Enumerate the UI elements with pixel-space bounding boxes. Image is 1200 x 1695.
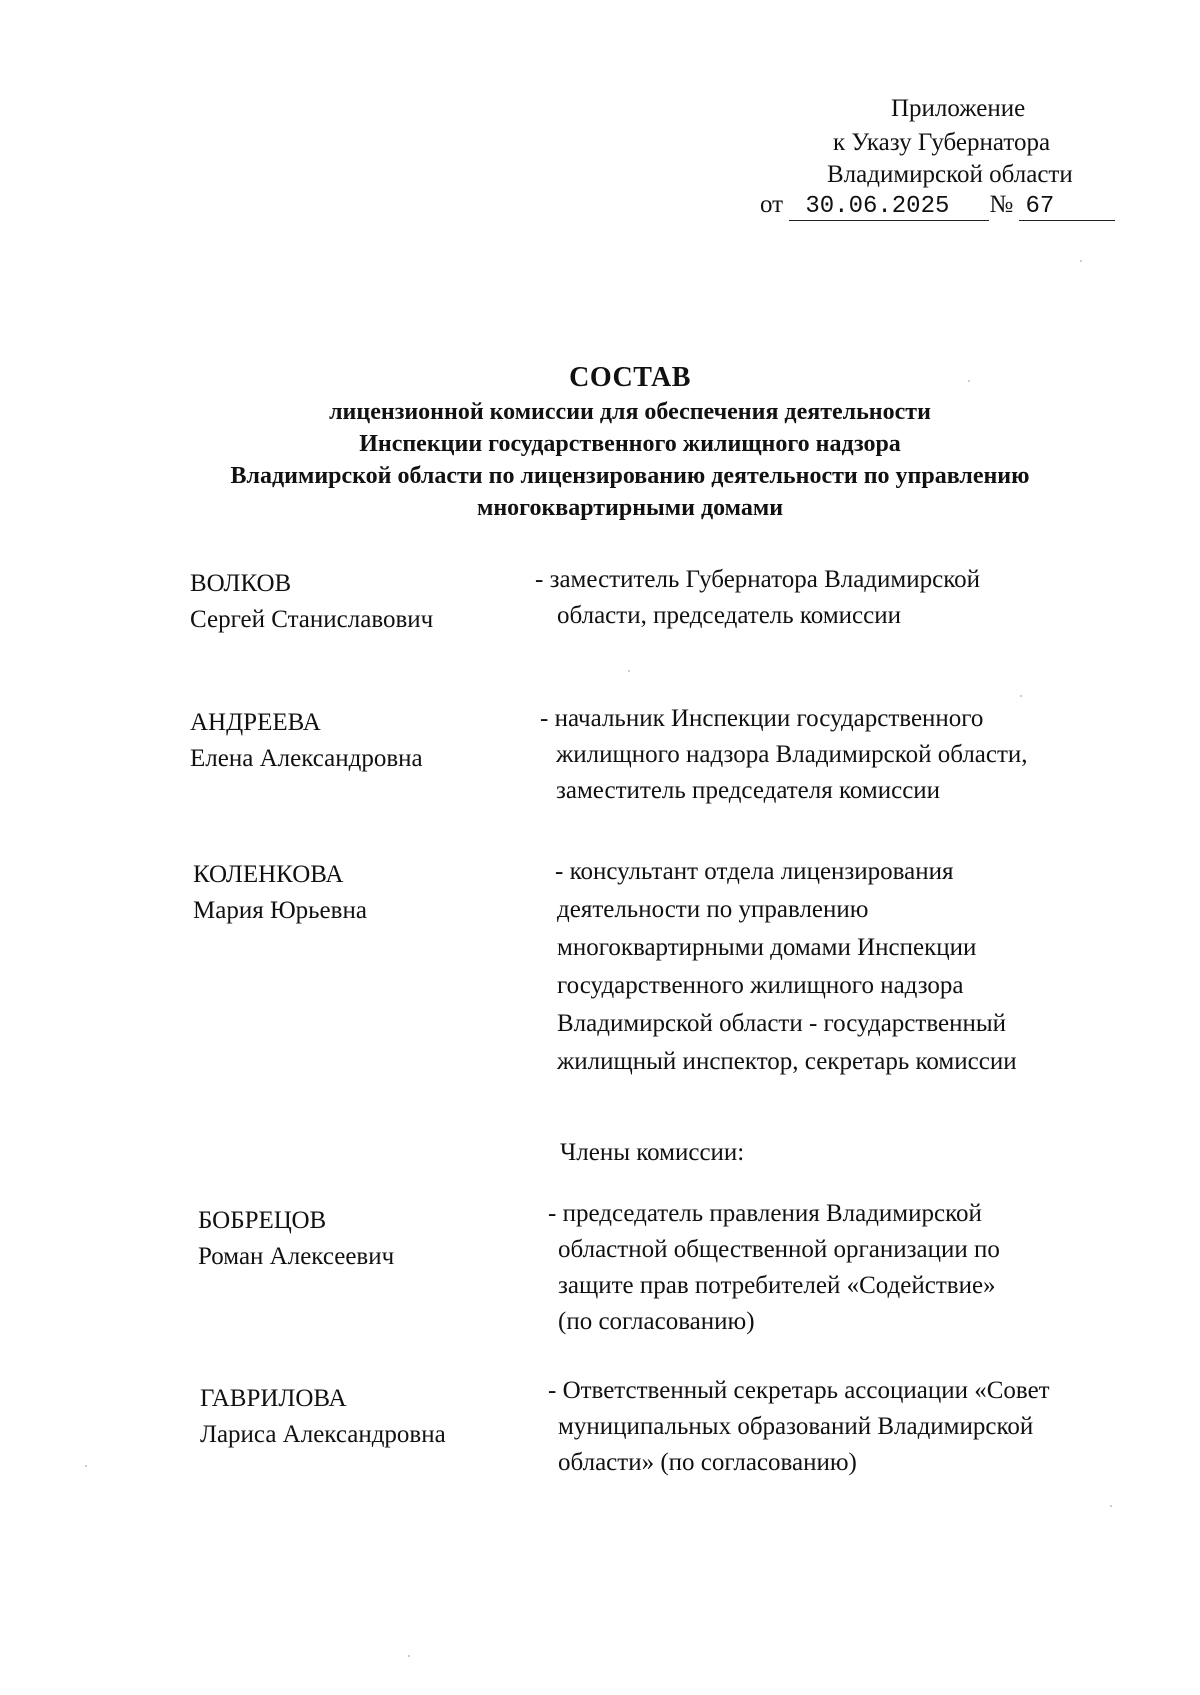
member-surname: БОБРЕЦОВ <box>198 1207 327 1234</box>
commission-members-heading: Члены комиссии: <box>560 1139 745 1166</box>
decree-number: 67 <box>1019 194 1115 221</box>
title-main: СОСТАВ <box>569 362 691 393</box>
member-surname: ГАВРИЛОВА <box>200 1385 347 1412</box>
role-line: муниципальных образований Владимирской <box>558 1413 1034 1440</box>
role-line: области, председатель комиссии <box>557 602 901 629</box>
scan-speck <box>1020 695 1022 697</box>
appendix-label: Приложение <box>891 95 1026 122</box>
role-line: - заместитель Губернатора Владимирской <box>535 566 980 593</box>
role-line: деятельности по управлению <box>557 896 869 923</box>
member-name-gavrilova <box>200 1381 446 1453</box>
member-given-name: Мария Юрьевна <box>193 897 367 924</box>
role-line: - Ответственный секретарь ассоциации «Совет <box>548 1377 1050 1404</box>
title-line-1: лицензионной комиссии для обеспечения деятельности <box>329 399 931 425</box>
member-surname: КОЛЕНКОВА <box>193 861 344 888</box>
appendix-region: Владимирской области <box>827 161 1073 188</box>
scan-speck <box>408 1655 410 1657</box>
member-surname: АНДРЕЕВА <box>190 709 321 736</box>
scan-speck <box>1080 260 1082 262</box>
member-given-name: Елена Александровна <box>190 745 423 772</box>
appendix-decree-reference: к Указу Губернатора <box>833 129 1051 156</box>
role-line: защите прав потребителей «Содействие» <box>558 1272 996 1299</box>
role-line: (по согласованию) <box>558 1308 755 1335</box>
role-line: многоквартирными домами Инспекции <box>557 934 977 961</box>
document-title <box>0 360 1200 524</box>
role-line: Владимирской области - государственный <box>557 1010 1007 1037</box>
scan-speck <box>628 670 630 672</box>
member-name-bobretsov <box>198 1203 394 1275</box>
role-line: области» (по согласованию) <box>558 1449 857 1476</box>
scan-speck <box>85 1465 87 1467</box>
member-name-kolenkova <box>193 857 367 929</box>
member-name-volkov <box>190 566 433 638</box>
member-name-andreeva <box>190 705 423 777</box>
member-given-name: Сергей Станиславович <box>190 606 434 633</box>
member-role-volkov <box>535 562 980 634</box>
scan-speck <box>968 380 970 382</box>
member-role-kolenkova <box>555 853 1017 1081</box>
role-line: областной общественной организации по <box>558 1236 1000 1263</box>
member-surname: ВОЛКОВ <box>190 570 292 597</box>
decree-number-label: № <box>989 191 1014 218</box>
title-line-2: Инспекции государственного жилищного надзора <box>359 431 901 457</box>
title-line-3: Владимирской области по лицензированию деятельности по управлению <box>230 463 1030 489</box>
scan-speck <box>1110 1505 1112 1507</box>
role-line: - начальник Инспекции государственного <box>540 705 984 732</box>
member-given-name: Роман Алексеевич <box>198 1243 395 1270</box>
decree-date: 30.06.2025 <box>789 194 989 221</box>
member-given-name: Лариса Александровна <box>200 1421 446 1448</box>
member-role-gavrilova <box>548 1373 1050 1481</box>
role-line: - консультант отдела лицензирования <box>555 858 954 885</box>
decree-prefix: от <box>760 191 784 218</box>
member-role-bobretsov <box>548 1196 1000 1340</box>
title-line-4: многоквартирными домами <box>476 495 784 521</box>
role-line: заместитель председателя комиссии <box>556 777 941 804</box>
role-line: жилищный инспектор, секретарь комиссии <box>557 1048 1017 1075</box>
decree-date-number-line <box>760 188 1115 222</box>
member-role-andreeva <box>540 701 1028 809</box>
role-line: жилищного надзора Владимирской области, <box>556 741 1028 768</box>
role-line: государственного жилищного надзора <box>557 972 964 999</box>
role-line: - председатель правления Владимирской <box>548 1200 982 1227</box>
